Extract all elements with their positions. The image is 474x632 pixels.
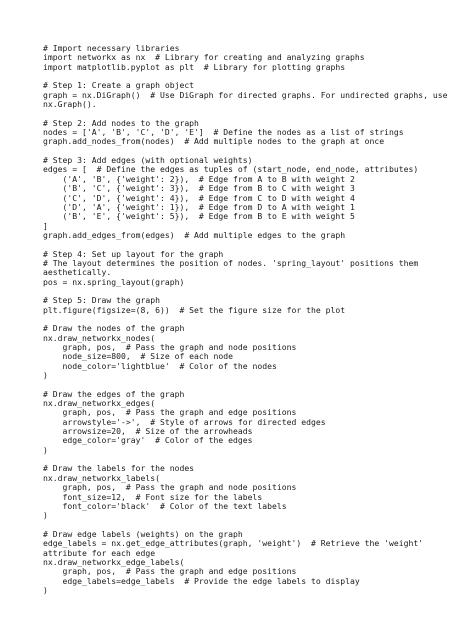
code-line: nx.draw_networkx_labels( xyxy=(43,472,160,483)
code-line: # Step 3: Add edges (with optional weights) xyxy=(43,155,253,166)
code-line: # Import necessary libraries xyxy=(43,43,180,53)
code-line: edges = [ # Define the edges as tuples of (start_node, end_node, attributes) xyxy=(43,164,419,175)
code-line: # Draw edge labels (weights) on the graph xyxy=(43,528,243,539)
code-line: # Step 2: Add nodes to the graph xyxy=(43,117,199,128)
code-line: aesthetically. xyxy=(43,267,112,278)
code-listing xyxy=(43,44,463,595)
code-line: font_size=12, # Font size for the labels xyxy=(43,491,263,502)
code-line: nodes = ['A', 'B', 'C', 'D', 'E'] # Define the nodes as a list of strings xyxy=(43,127,404,138)
code-line: ) xyxy=(43,510,48,521)
code-line: graph, pos, # Pass the graph and node positions xyxy=(43,482,297,493)
code-line: graph, pos, # Pass the graph and edge positions xyxy=(43,407,297,418)
code-line: plt.figure(figsize=(8, 6)) # Set the figure size for the plot xyxy=(43,304,346,315)
code-line: ('B', 'E', {'weight': 5}), # Edge from B to E with weight 5 xyxy=(43,211,355,222)
code-line: ('B', 'C', {'weight': 3}), # Edge from B to C with weight 3 xyxy=(43,183,355,194)
code-line: # Draw the nodes of the graph xyxy=(43,323,185,334)
code-line: graph, pos, # Pass the graph and edge positions xyxy=(43,566,297,577)
code-line: nx.draw_networkx_nodes( xyxy=(43,332,156,343)
code-line: import networkx as nx # Library for creating and analyzing graphs xyxy=(43,52,365,63)
code-line: pos = nx.spring_layout(graph) xyxy=(43,276,185,287)
code-line: ) xyxy=(43,370,48,381)
code-line: # Draw the labels for the nodes xyxy=(43,463,195,474)
code-line: # Step 1: Create a graph object xyxy=(43,80,195,91)
code-line: arrowsize=20, # Size of the arrowheads xyxy=(43,426,253,437)
code-line: nx.Graph(). xyxy=(43,99,97,110)
code-line: graph.add_nodes_from(nodes) # Add multiple nodes to the graph at once xyxy=(43,136,385,147)
code-line: node_color='lightblue' # Color of the nodes xyxy=(43,360,277,371)
code-line: nx.draw_networkx_edge_labels( xyxy=(43,556,185,567)
code-line: ('C', 'D', {'weight': 4}), # Edge from C to D with weight 4 xyxy=(43,192,355,203)
code-line: ('A', 'B', {'weight': 2}), # Edge from A to B with weight 2 xyxy=(43,173,355,184)
code-line: # Draw the edges of the graph xyxy=(43,388,185,399)
code-line: edge_labels = nx.get_edge_attributes(graph, 'weight') # Retrieve the 'weight' xyxy=(43,538,424,549)
code-line: nx.draw_networkx_edges( xyxy=(43,398,156,409)
code-line: font_color='black' # Color of the text labels xyxy=(43,500,287,511)
code-line: import matplotlib.pyplot as plt # Library for plotting graphs xyxy=(43,61,346,72)
code-line: graph.add_edges_from(edges) # Add multiple edges to the graph xyxy=(43,229,346,240)
code-line: # Step 5: Draw the graph xyxy=(43,295,160,306)
code-line: ] xyxy=(43,220,48,231)
code-line: # Step 4: Set up layout for the graph xyxy=(43,248,224,259)
code-line: ('D', 'A', {'weight': 1}), # Edge from D to A with weight 1 xyxy=(43,201,355,212)
code-line: edge_color='gray' # Color of the edges xyxy=(43,435,253,446)
code-line: graph, pos, # Pass the graph and node positions xyxy=(43,342,297,352)
code-line: node_size=800, # Size of each node xyxy=(43,351,234,362)
code-line: attribute for each edge xyxy=(43,547,156,558)
code-line: ) xyxy=(43,444,48,455)
code-line: ) xyxy=(43,584,48,595)
code-line: graph = nx.DiGraph() # Use DiGraph for directed graphs. For undirected graphs, use xyxy=(43,89,448,100)
code-line: edge_labels=edge_labels # Provide the edge labels to display xyxy=(43,575,360,586)
code-line: # The layout determines the position of nodes. 'spring_layout' positions them xyxy=(43,257,419,268)
code-line: arrowstyle='->', # Style of arrows for directed edges xyxy=(43,416,326,427)
